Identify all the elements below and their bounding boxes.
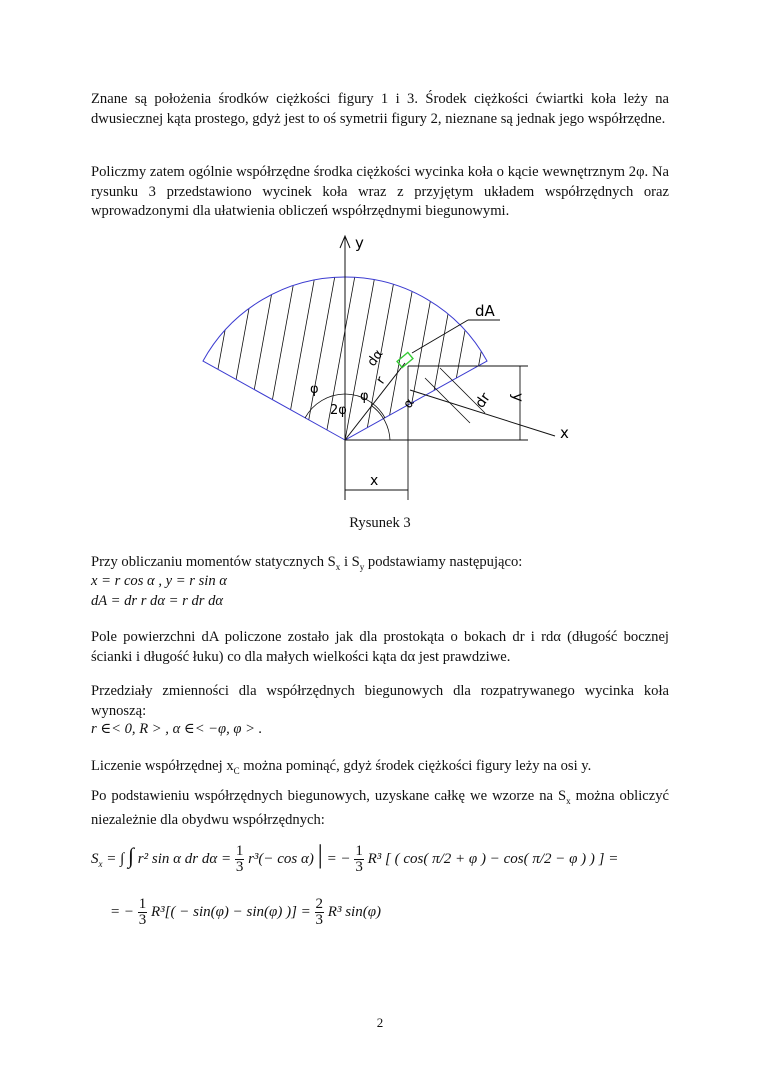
equation-dA: dA = dr r dα = r dr dα [91,593,224,609]
paragraph-area-element: Pole powierzchni dA policzone zostało jak dla prostokąta o bokach dr i rdα (długość bocznej ścianki i długość łuku) co dla małych wielkości kąta dα jest prawdziwe. [91,629,669,665]
dr-label: dr [472,389,494,412]
figure-caption: Rysunek 3 [349,515,411,531]
x-dimension-label: x [370,473,379,489]
equation-sx-line2: = − $\frac{1}{3}$ R³[( − sin(φ) − sin(φ) )] = $\frac{2}{3}$ R³ sin(φ) [110,896,381,928]
equation-sx-line1: $S_x$ = ∫ ∫ r² sin α dr dα = $\frac{1}{3}$ r³(− cos α) | = − $\frac{1}{3}$ R³ [ ( cos( π/2 + φ ) − cos( π/2 − φ ) ) ] = [91,840,619,876]
phi-label-left: φ [310,382,319,397]
phi-label-right: φ [360,389,369,404]
paragraph-skip-xc: Liczenie współrzędnej $x_C$ można pominąć, gdyż środek ciężkości figury leży na osi y. [91,758,592,776]
x-axis-label: x [560,424,569,442]
sector-figure [0,228,760,508]
paragraph-integral-intro: Po podstawieniu współrzędnych biegunowych, uzyskane całkę we wzorze na $S_x$ można obliczyć niezależnie dla obydwu współrzędnych: [91,788,669,829]
area-element [397,352,413,367]
y-axis-label: y [355,234,364,252]
paragraph-centroid-known: Znane są położenia środków ciężkości figury 1 i 3. Środek ciężkości ćwiartki koła leży na dwusiecznej kąta prostego, gdyż jest to oś symetrii figury 2, nieznane są jednak jego współrzędne. [91,91,669,127]
y-dimension-label: y [509,393,527,402]
dA-leader [412,320,468,353]
equation-polar-xy: x = r cos α , y = r sin α [91,573,227,589]
alpha-label: α [400,395,418,412]
dalpha-label: dα [364,347,387,370]
r-label: r [373,374,389,388]
paragraph-static-moments: Przy obliczaniu momentów statycznych $S_x$ i $S_y$ podstawiamy następująco: [91,554,523,572]
paragraph-ranges: Przedziały zmienności dla współrzędnych biegunowych dla rozpatrywanego wycinka koła wynoszą: [91,683,669,719]
paragraph-sector-intro: Policzmy zatem ogólnie współrzędne środka ciężkości wycinka koła o kącie wewnętrznym 2φ. Na rysunku 3 przedstawiono wycinek koła wraz z przyjętym układem współrzędnych oraz wprowadzonymi dla ułatwienia obliczeń współrzędnymi biegunowymi. [91,164,669,219]
hatching [180,248,520,468]
two-phi-label: 2φ [330,403,347,418]
page-number: 2 [376,1015,384,1030]
equation-ranges: r ∈< 0, R > , α ∈< −φ, φ > . [91,721,263,737]
dA-label: dA [475,302,495,320]
